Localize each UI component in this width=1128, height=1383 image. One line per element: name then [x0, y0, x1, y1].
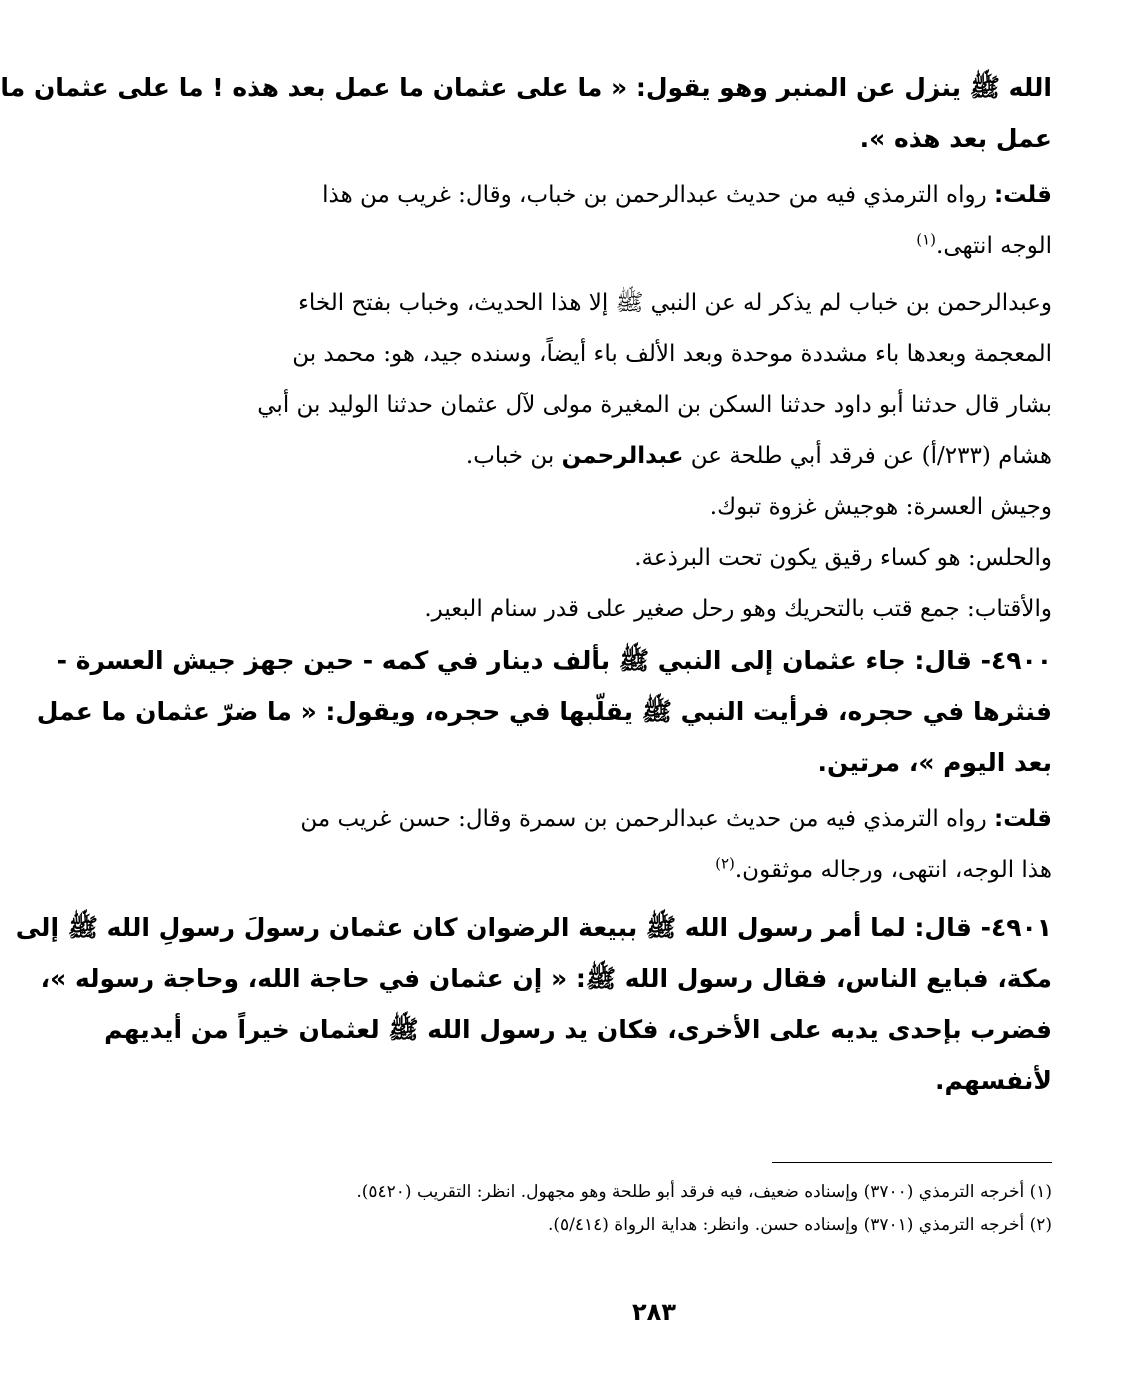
text-line: هشام (٢٣٣/أ) عن فرقد أبي طلحة عن عبدالرحمن بن خباب. [465, 443, 1052, 469]
hadith-4900 [36, 635, 1052, 788]
commentary-paragraph [280, 170, 1052, 272]
gloss-paragraph [280, 482, 1052, 533]
footnote-2: (٢) أخرجه الترمذي (٣٧٠١) وإسناده حسن. وانظر: هداية الرواة (٥/٤١٤). [547, 1215, 1052, 1235]
bold-name: عبدالرحمن [561, 443, 684, 469]
hadith-continuation [0, 62, 1052, 164]
text-line: لأنفسهم. [934, 1066, 1052, 1095]
text-line: قلت: رواه الترمذي فيه من حديث عبدالرحمن بن سمرة وقال: حسن غريب من [300, 806, 1052, 832]
footnotes [280, 1176, 1052, 1242]
text-line: قلت: رواه الترمذي فيه من حديث عبدالرحمن بن خباب، وقال: غريب من هذا [322, 182, 1052, 208]
text-line: وجيش العسرة: هوجيش غزوة تبوك. [709, 494, 1052, 520]
text-line: مكة، فبايع الناس، فقال رسول الله ﷺ: « إن عثمان في حاجة الله، وحاجة رسوله »، [40, 964, 1052, 993]
footnote-1: (١) أخرجه الترمذي (٣٧٠٠) وإسناده ضعيف، فيه فرقد أبو طلحة وهو مجهول. انظر: التقريب (٥٤٢٠). [356, 1182, 1052, 1202]
text-line: المعجمة وبعدها باء مشددة موحدة وبعد الألف باء أيضاً، وسنده جيد، هو: محمد بن [292, 341, 1052, 367]
text-line: وعبدالرحمن بن خباب لم يذكر له عن النبي ﷺ إلا هذا الحديث، وخباب بفتح الخاء [298, 290, 1052, 316]
text-line: فضرب بإحدى يديه على الأخرى، فكان يد رسول الله ﷺ لعثمان خيراً من أيديهم [104, 1015, 1052, 1044]
hadith-4901 [15, 902, 1052, 1106]
text-line: الله ﷺ ينزل عن المنبر وهو يقول: « ما على عثمان ما عمل بعد هذه ! ما على عثمان ما [0, 73, 1052, 102]
gloss-paragraph [280, 533, 1052, 584]
page-number: ٢٨٣ [632, 1298, 676, 1326]
text-line: فنثرها في حجره، فرأيت النبي ﷺ يقلّبها في حجره، ويقول: « ما ضرّ عثمان ما عمل [36, 697, 1052, 726]
text-line: ٤٩٠١- قال: لما أمر رسول الله ﷺ ببيعة الرضوان كان عثمان رسولَ رسولِ الله ﷺ إلى [15, 913, 1052, 942]
text-line: الوجه انتهى.$^{(١)}$ [916, 230, 1052, 259]
text-line: عمل بعد هذه ». [859, 124, 1052, 153]
text-line: ٤٩٠٠- قال: جاء عثمان إلى النبي ﷺ بألف دينار في كمه - حين جهز جيش العسرة - [56, 646, 1052, 675]
text-line: بشار قال حدثنا أبو داود حدثنا السكن بن المغيرة مولى لآل عثمان حدثنا الوليد بن أبي [257, 392, 1052, 418]
text-line: هذا الوجه، انتهى، ورجاله موثقون.$^{(٢)}$ [715, 854, 1052, 883]
text-line: بعد اليوم »، مرتين. [817, 748, 1052, 777]
page-body [0, 62, 1052, 1106]
footnote-marker[interactable]: (٢) [715, 854, 735, 873]
text-line: والأقتاب: جمع قتب بالتحريك وهو رحل صغير على قدر سنام البعير. [424, 596, 1052, 622]
commentary-paragraph [257, 278, 1052, 482]
keyword-qultu: قلت: [994, 182, 1052, 208]
footnote-marker[interactable]: (١) [916, 230, 937, 249]
keyword-qultu: قلت: [994, 806, 1052, 832]
text-line: والحلس: هو كساء رقيق يكون تحت البرذعة. [634, 545, 1052, 571]
gloss-paragraph [280, 584, 1052, 635]
commentary-paragraph [280, 794, 1052, 896]
footnote-separator [772, 1162, 1052, 1163]
